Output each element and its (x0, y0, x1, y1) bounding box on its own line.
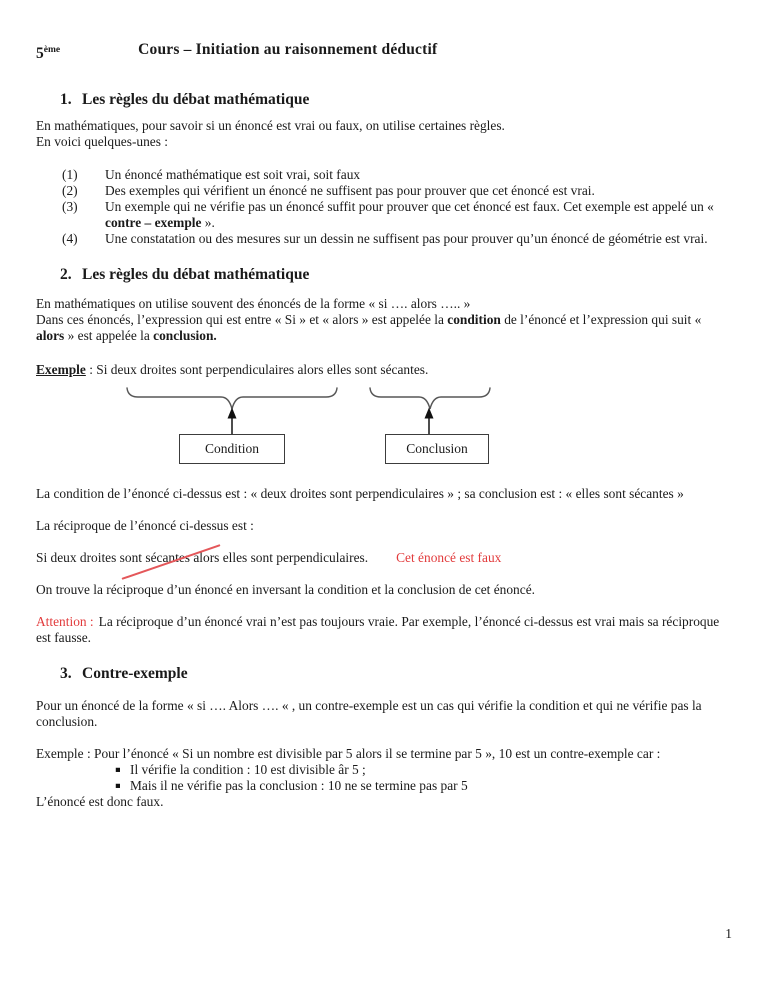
list-item-number: (1) (62, 167, 78, 183)
reciproque-segment: alors elles sont perpendiculaires. (189, 550, 369, 566)
section3-heading-text: Contre-exemple (82, 665, 188, 683)
grade-suffix: ème (43, 45, 61, 55)
exemple-label: Exemple (36, 362, 86, 378)
intro-segment: » est appelée la (64, 328, 154, 344)
contre-exemple-definition: Pour un énoncé de la forme « si …. Alors …. « , un contre-exemple est un cas qui vérifie la condition et qui ne vérifie pas la conclusion. (36, 698, 702, 730)
section2-heading (60, 265, 732, 285)
list-item (36, 183, 732, 199)
conclusion-brace (370, 388, 490, 409)
contre-exemple-example: Exemple : Pour l’énoncé « Si un nombre est divisible par 5 alors il se termine par 5 », 10 est un contre-exemple car : (36, 746, 661, 762)
braces-arrows-graphic (36, 382, 732, 472)
intro-segment: de l’énoncé et l’expression qui suit « (500, 312, 702, 328)
list-item-number: (3) (62, 199, 78, 215)
condition-term: condition (447, 312, 501, 328)
attention-label: Attention : (36, 614, 94, 630)
section1-intro (36, 118, 732, 150)
page-title: Cours – Initiation au raisonnement déductif (138, 41, 438, 58)
rule-text-post: ». (201, 215, 215, 231)
list-item-number: (2) (62, 183, 78, 199)
conclusion-term: conclusion. (153, 328, 217, 344)
intro-line-1: En mathématiques, pour savoir si un énoncé est vrai ou faux, on utilise certaines règles. (36, 118, 505, 134)
conclusion-box (385, 434, 489, 464)
reciproque-segment: Si deux droites sont (36, 550, 146, 566)
section2-heading-number: 2. (60, 266, 72, 284)
condition-arrow-head (228, 408, 237, 419)
conclusion-box-label: Conclusion (406, 441, 468, 457)
rule-text-pre: Des exemples qui vérifient un énoncé ne suffisent pas pour prouver que cet énoncé est vrai. (105, 183, 595, 199)
section2-heading-text: Les règles du débat mathématique (82, 266, 310, 284)
attention-text: La réciproque d’un énoncé vrai n’est pas toujours vraie. Par exemple, l’énoncé ci-dessus est vrai mais sa réciproque est fausse. (36, 614, 720, 646)
list-item-text (105, 231, 732, 247)
on-trouve-paragraph: On trouve la réciproque d’un énoncé en inversant la condition et la conclusion de cet énoncé. (36, 582, 535, 598)
rule-text-pre: Une constatation ou des mesures sur un dessin ne suffisent pas pour prouver qu’un énoncé de géométrie est vrai. (105, 231, 708, 247)
section1-heading-number: 1. (60, 91, 72, 109)
condition-box-label: Condition (204, 441, 259, 457)
condition-box (179, 434, 285, 464)
reciproque-line (36, 550, 732, 566)
document-header (36, 40, 732, 64)
section1-heading (60, 90, 732, 110)
intro-line-2: En voici quelques-unes : (36, 134, 169, 150)
bullet-item (36, 778, 732, 794)
condition-conclusion-diagram (36, 382, 732, 472)
list-item (36, 231, 732, 247)
square-bullet-icon: ▪ (115, 781, 121, 792)
list-item-text (105, 167, 732, 183)
reciproque-intro: La réciproque de l’énoncé ci-dessus est : (36, 518, 254, 534)
alors-term: alors (36, 328, 65, 344)
list-item-text (105, 199, 732, 231)
rules-list (36, 167, 732, 247)
grade-label (36, 40, 60, 64)
condition-brace (127, 388, 337, 409)
list-item (36, 167, 732, 183)
closing-line: L’énoncé est donc faux. (36, 794, 164, 810)
rule-text-pre: Un exemple qui ne vérifie pas un énoncé suffit pour prouver que cet énoncé est faux. Cet exemple est appelé un « (105, 199, 714, 215)
list-item (36, 199, 732, 231)
list-item-number: (4) (62, 231, 78, 247)
rule-text-bold: contre – exemple (105, 215, 202, 231)
section3-heading (60, 664, 732, 684)
struck-word: sécantes (145, 550, 190, 566)
conclusion-arrow-head (425, 408, 434, 419)
section1-heading-text: Les règles du débat mathématique (82, 91, 310, 109)
section3-heading-number: 3. (60, 665, 72, 683)
exemple-line (36, 362, 732, 378)
grade-number: 5 (36, 45, 44, 63)
bullet-list (36, 762, 732, 794)
forme-line: En mathématiques on utilise souvent des énoncés de la forme « si …. alors ….. » (36, 296, 471, 312)
rule-text-pre: Un énoncé mathématique est soit vrai, soit faux (105, 167, 361, 183)
square-bullet-icon: ▪ (115, 765, 121, 776)
list-item-text (105, 183, 732, 199)
intro-segment: Dans ces énoncés, l’expression qui est entre « Si » et « alors » est appelée la (36, 312, 448, 328)
struck-word-wrapper (145, 550, 190, 566)
section2-intro (36, 296, 732, 344)
attention-paragraph (36, 614, 732, 646)
page-number: 1 (725, 926, 732, 941)
bullet-item (36, 762, 732, 778)
bullet-text: Mais il ne vérifie pas la conclusion : 10 ne se termine pas par 5 (130, 778, 468, 794)
enonce-faux-note: Cet énoncé est faux (396, 550, 502, 566)
bullet-text: Il vérifie la condition : 10 est divisible âr 5 ; (130, 762, 366, 778)
exemple-text: : Si deux droites sont perpendiculaires alors elles sont sécantes. (85, 362, 429, 378)
condition-paragraph: La condition de l’énoncé ci-dessus est : « deux droites sont perpendiculaires » ; sa conclusion est : « elles sont sécantes » (36, 486, 684, 502)
